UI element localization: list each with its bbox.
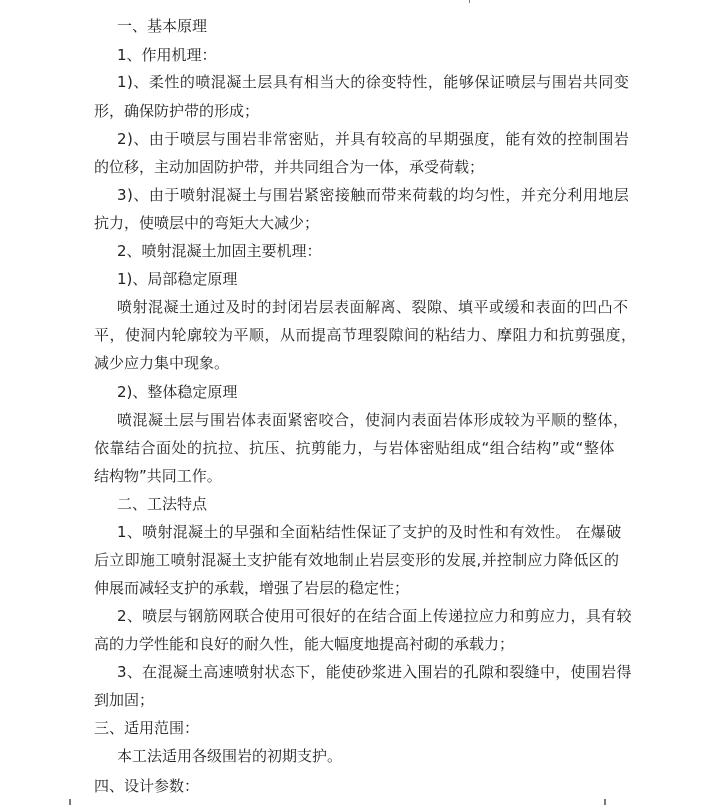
paragraph-line: 本工法适用各级围岩的初期支护。	[117, 747, 343, 765]
subheading-local-stability: 1)、局部稳定原理	[117, 270, 238, 288]
paragraph-line: 依靠结合面处的抗拉、抗压、抗剪能力，与岩体密贴组成“组合结构”或“整体	[94, 439, 615, 457]
paragraph-line: 减少应力集中现象。	[94, 354, 230, 372]
heading-method-features: 二、工法特点	[117, 495, 208, 513]
paragraph-line: 2、喷层与钢筋网联合使用可很好的在结合面上传递拉应力和剪应力，具有较	[117, 607, 632, 625]
paragraph-line: 1、喷射混凝土的早强和全面粘结性保证了支护的及时性和有效性。 在爆破	[117, 523, 622, 541]
bottom-margin-mark-right	[604, 799, 606, 805]
heading-scope: 三、适用范围：	[94, 719, 200, 737]
paragraph-line: 平，使洞内轮廓较为平顺，从而提高节理裂隙间的粘结力、摩阻力和抗剪强度，	[94, 326, 637, 344]
paragraph-line: 结构物”共同工作。	[94, 467, 222, 485]
subheading-mechanism: 1、作用机理：	[117, 46, 217, 64]
paragraph-line: 3、在混凝土高速喷射状态下，能使砂浆进入围岩的孔隙和裂缝中，使围岩得	[117, 663, 632, 681]
paragraph-line: 3)、由于喷射混凝土与围岩紧密接触而带来荷载的均匀性，并充分利用地层	[117, 186, 630, 204]
subheading-global-stability: 2)、整体稳定原理	[117, 383, 238, 401]
heading-design-params: 四、设计参数：	[94, 777, 200, 795]
paragraph-line: 高的力学性能和良好的耐久性，能大幅度地提高衬砌的承载力；	[94, 635, 515, 653]
paragraph-line: 1)、柔性的喷混凝土层具有相当大的徐变特性，能够保证喷层与围岩共同变	[117, 73, 630, 91]
paragraph-line: 伸展而减轻支护的承载，增强了岩层的稳定性；	[94, 579, 410, 597]
paragraph-line: 形，确保防护带的形成；	[94, 102, 260, 120]
paragraph-line: 后立即施工喷射混凝土支护能有效地制止岩层变形的发展,并控制应力降低区的	[94, 551, 620, 569]
paragraph-line: 2)、由于喷层与围岩非常密贴，并具有较高的早期强度，能有效的控制围岩	[117, 130, 630, 148]
heading-basic-principle: 一、基本原理	[117, 17, 208, 35]
top-margin-mark	[469, 0, 470, 3]
bottom-margin-mark-left	[69, 799, 71, 805]
paragraph-line: 喷混凝土层与围岩体表面紧密咬合，使洞内表面岩体形成较为平顺的整体，	[117, 411, 629, 429]
paragraph-line: 的位移，主动加固防护带，并共同组合为一体，承受荷载；	[94, 158, 485, 176]
paragraph-line: 喷射混凝土通过及时的封闭岩层表面解离、裂隙、填平或缓和表面的凹凸不	[117, 298, 629, 316]
paragraph-line: 到加固；	[94, 691, 155, 709]
subheading-main-mechanism: 2、喷射混凝土加固主要机理：	[117, 242, 322, 260]
paragraph-line: 抗力，使喷层中的弯矩大大减少；	[94, 214, 320, 232]
